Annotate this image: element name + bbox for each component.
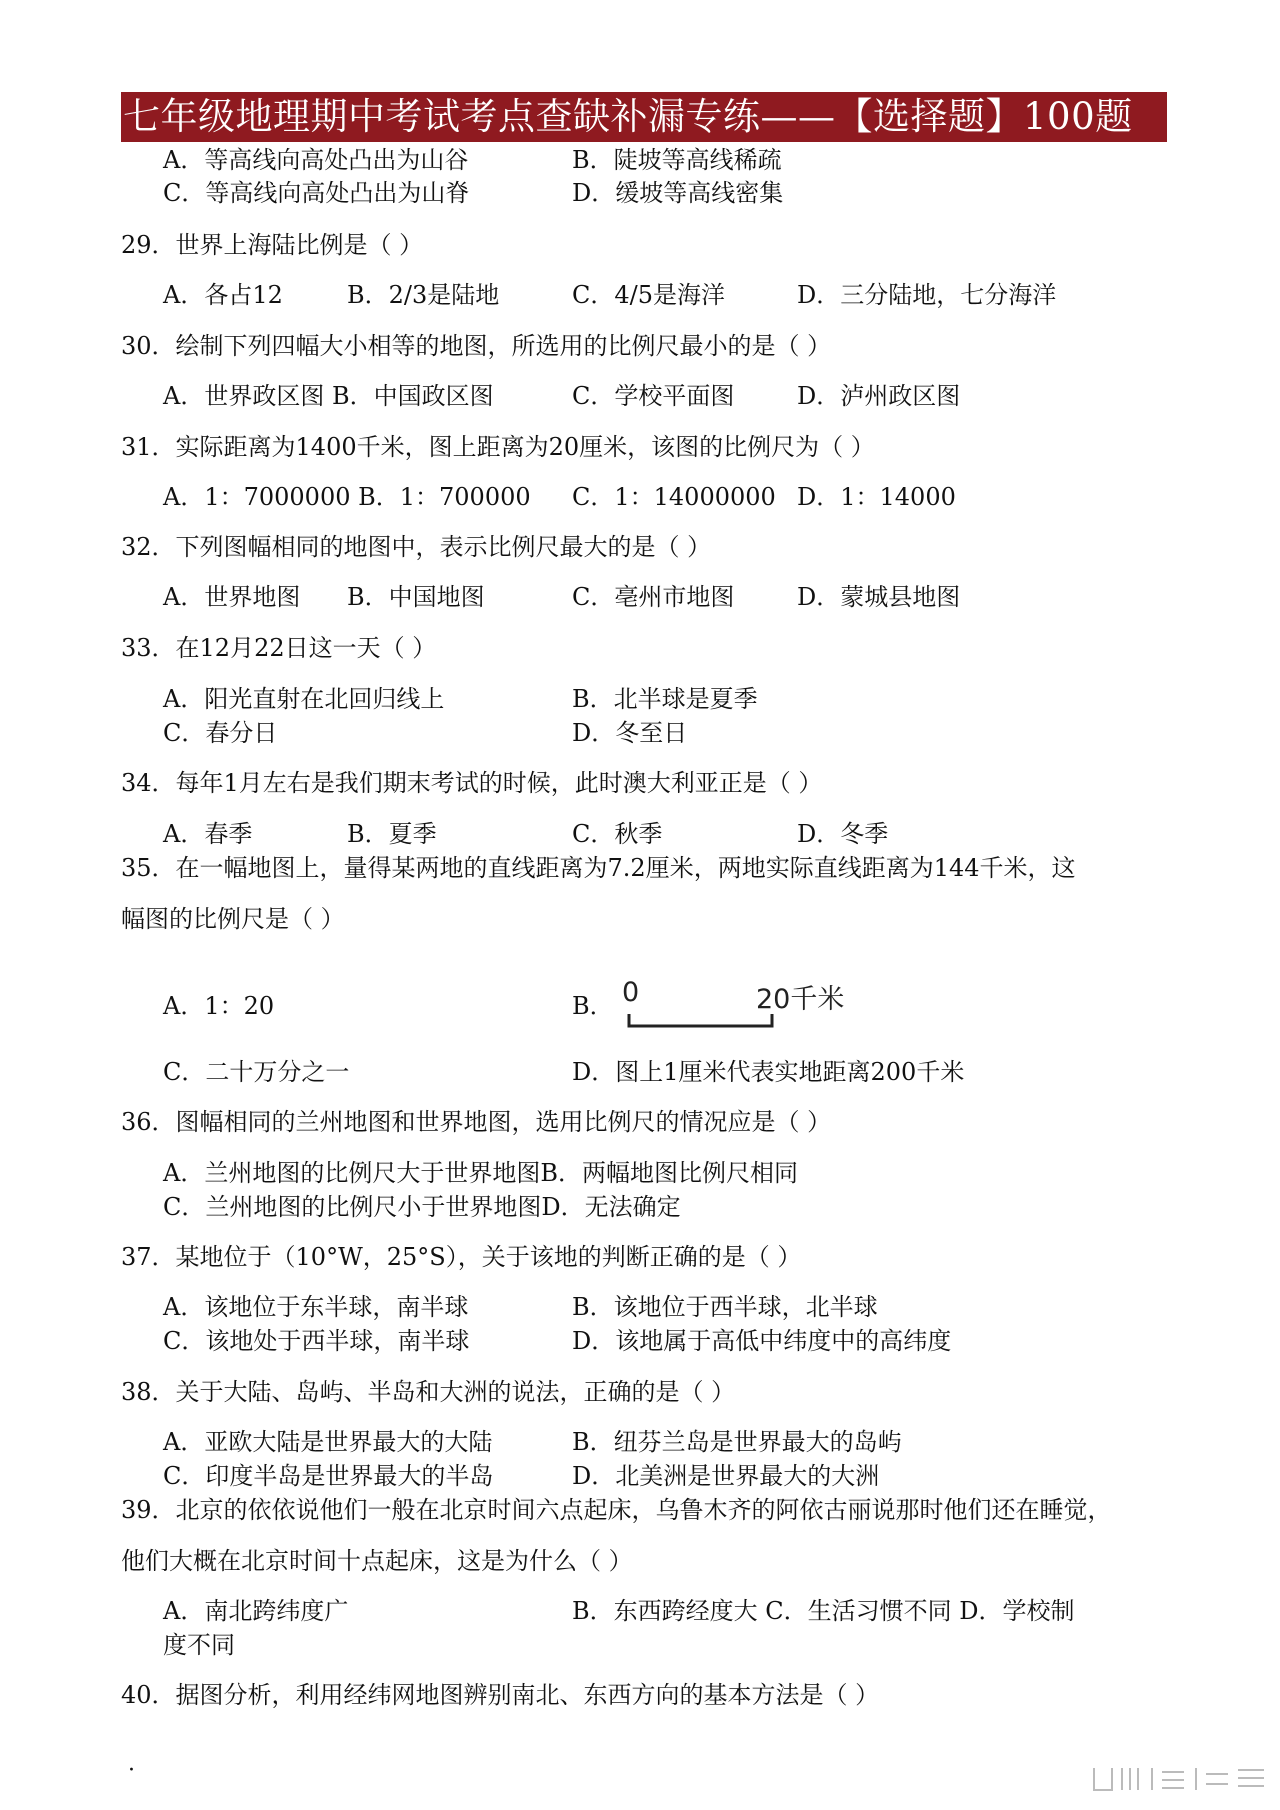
q33-option-b: B．北半球是夏季 — [572, 685, 758, 713]
q28-option-b: B．陡坡等高线稀疏 — [572, 146, 782, 174]
q33-option-c: C．春分日 — [163, 719, 278, 747]
q39-stem-line1: 39．北京的依依说他们一般在北京时间六点起床，乌鲁木齐的阿依古丽说那时他们还在睡觉， — [121, 1496, 1112, 1524]
q31-stem: 31．实际距离为1400千米，图上距离为20厘米，该图的比例尺为（ ） — [121, 433, 875, 461]
page-title: 七年级地理期中考试考点查缺补漏专练——【选择题】100题 — [121, 92, 1167, 142]
q35-option-c: C．二十万分之一 — [163, 1058, 350, 1086]
q31-option-d: D．1：14000 — [797, 483, 956, 511]
q30-option-c: C．学校平面图 — [572, 382, 735, 410]
q34-option-a: A．春季 — [163, 820, 253, 848]
q32-option-b: B．中国地图 — [347, 583, 485, 611]
watermark-icon — [1088, 1762, 1270, 1796]
q29-option-a: A．各占12 — [163, 281, 283, 309]
q35-option-d: D．图上1厘米代表实地距离200千米 — [572, 1058, 965, 1086]
q28-option-c: C．等高线向高处凸出为山脊 — [163, 179, 470, 207]
q38-stem: 38．关于大陆、岛屿、半岛和大洲的说法，正确的是（ ） — [121, 1378, 736, 1406]
footer-dot: · — [128, 1758, 135, 1783]
q35-scale-bar — [622, 975, 878, 1035]
q37-option-a: A．该地位于东半球，南半球 — [163, 1293, 469, 1321]
q32-option-a: A．世界地图 — [163, 583, 301, 611]
scale-bar-end-label: 20千米 — [756, 984, 845, 1015]
q33-stem: 33．在12月22日这一天（ ） — [121, 634, 437, 662]
q37-option-d: D．该地属于高低中纬度中的高纬度 — [572, 1327, 952, 1355]
q38-option-d: D．北美洲是世界最大的大洲 — [572, 1462, 880, 1490]
q39-option-a: A．南北跨纬度广 — [163, 1597, 349, 1625]
q36-option-ab: A．兰州地图的比例尺大于世界地图B．两幅地图比例尺相同 — [163, 1159, 798, 1187]
q37-stem: 37．某地位于（10°W，25°S），关于该地的判断正确的是（ ） — [121, 1243, 802, 1271]
q29-option-d: D．三分陆地，七分海洋 — [797, 281, 1057, 309]
q36-stem: 36．图幅相同的兰州地图和世界地图，选用比例尺的情况应是（ ） — [121, 1108, 832, 1136]
q29-option-b: B．2/3是陆地 — [347, 281, 500, 309]
q31-option-ab: A．1：7000000 B．1：700000 — [163, 483, 531, 511]
q34-option-c: C．秋季 — [572, 820, 663, 848]
q32-option-c: C．亳州市地图 — [572, 583, 735, 611]
q28-option-d: D．缓坡等高线密集 — [572, 179, 784, 207]
q30-stem: 30．绘制下列四幅大小相等的地图，所选用的比例尺最小的是（ ） — [121, 332, 832, 360]
q30-option-d: D．泸州政区图 — [797, 382, 961, 410]
q37-option-c: C．该地处于西半球，南半球 — [163, 1327, 470, 1355]
q39-option-d-wrap: 度不同 — [163, 1631, 235, 1659]
q38-option-c: C．印度半岛是世界最大的半岛 — [163, 1462, 494, 1490]
q29-option-c: C．4/5是海洋 — [572, 281, 725, 309]
q37-option-b: B．该地位于西半球，北半球 — [572, 1293, 878, 1321]
q34-stem: 34．每年1月左右是我们期末考试的时候，此时澳大利亚正是（ ） — [121, 769, 823, 797]
q33-option-d: D．冬至日 — [572, 719, 688, 747]
q39-option-bcd: B．东西跨经度大 C．生活习惯不同 D．学校制 — [572, 1597, 1075, 1625]
q33-option-a: A．阳光直射在北回归线上 — [163, 685, 445, 713]
q38-option-a: A．亚欧大陆是世界最大的大陆 — [163, 1428, 493, 1456]
q35-stem-line2: 幅图的比例尺是（ ） — [121, 905, 345, 933]
q31-option-c: C．1：14000000 — [572, 483, 776, 511]
q35-option-a: A．1：20 — [163, 992, 275, 1020]
q28-option-a: A．等高线向高处凸出为山谷 — [163, 146, 469, 174]
q39-stem-line2: 他们大概在北京时间十点起床，这是为什么（ ） — [121, 1547, 633, 1575]
scale-bar-zero-label: 0 — [622, 977, 640, 1008]
q32-stem: 32．下列图幅相同的地图中，表示比例尺最大的是（ ） — [121, 533, 712, 561]
q34-option-d: D．冬季 — [797, 820, 889, 848]
q32-option-d: D．蒙城县地图 — [797, 583, 961, 611]
q36-option-cd: C．兰州地图的比例尺小于世界地图D．无法确定 — [163, 1193, 681, 1221]
q35-option-b: B． — [572, 992, 614, 1020]
q30-option-ab: A．世界政区图 B．中国政区图 — [163, 382, 494, 410]
q35-stem-line1: 35．在一幅地图上，量得某两地的直线距离为7.2厘米，两地实际直线距离为144千米，这 — [121, 854, 1076, 882]
q40-stem: 40．据图分析，利用经纬网地图辨别南北、东西方向的基本方法是（ ） — [121, 1681, 880, 1709]
q38-option-b: B．纽芬兰岛是世界最大的岛屿 — [572, 1428, 902, 1456]
q34-option-b: B．夏季 — [347, 820, 437, 848]
q29-stem: 29．世界上海陆比例是（ ） — [121, 231, 424, 259]
